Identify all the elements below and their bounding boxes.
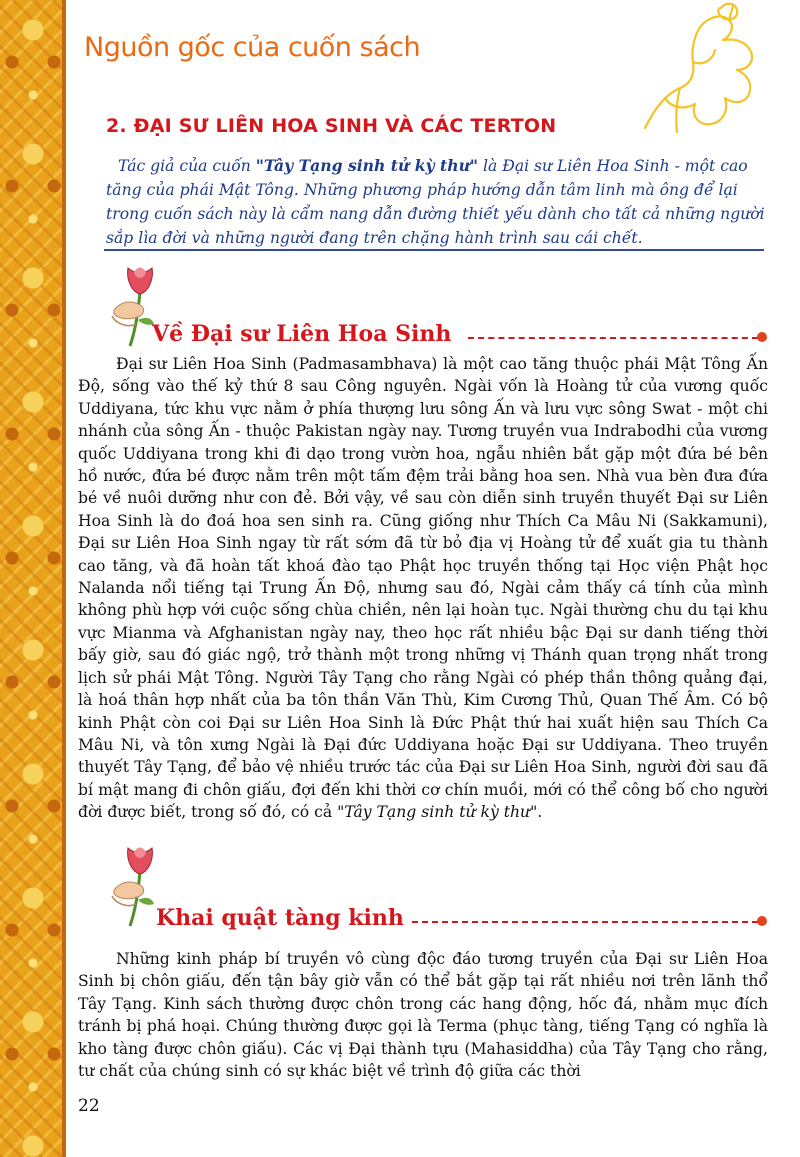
intro-book-title: "Tây Tạng sinh tử kỳ thư" xyxy=(255,156,479,175)
ornamental-border xyxy=(0,0,66,1157)
subsection-title-1: Về Đại sư Liên Hoa Sinh xyxy=(152,321,452,347)
page-number: 22 xyxy=(78,1096,100,1116)
subsection-title-2: Khai quật tàng kinh xyxy=(156,905,404,931)
subsection-body-2: Những kinh pháp bí truyền vô cùng độc đáo tương truyền của Đại sư Liên Hoa Sinh bị chôn giấu, đến tận bây giờ vẫn có thể bắt gặp tại rất nhiều nơi trên lãnh thổ Tây Tạng. Kinh sách thường được chôn trong các hang động, hốc đá, nhằm mục đích tránh bị phá hoại. Chúng thường được gọi là Terma (phục tàng, tiếng Tạng có nghĩa là kho tàng được chôn giấu). Các vị Đại thành tựu (Mahasiddha) của Tây Tạng cho rằng, tư chất của chúng sinh có sự khác biệt về trình độ giữa các thời xyxy=(78,950,768,1081)
dashed-rule-1 xyxy=(468,337,758,339)
intro-prefix: Tác giả của cuốn xyxy=(118,157,256,175)
dashed-rule-2 xyxy=(412,921,758,923)
intro-rest: là Đại sư Liên Hoa Sinh - một cao tăng của phái Mật Tông. Những phương pháp hướng dẫn tâm linh mà ông để lại trong cuốn sách này là cẩm nang dẫn đường thiết yếu dành cho tất cả những người sắp lìa đời và những người đang trên chặng hành trình sau cái chết. xyxy=(106,157,765,247)
dashed-rule-dot-2 xyxy=(757,916,767,926)
dashed-rule-dot-1 xyxy=(757,332,767,342)
body-1-main: Đại sư Liên Hoa Sinh (Padmasambhava) là một cao tăng thuộc phái Mật Tông Ấn Độ, sống vào thế kỷ thứ 8 sau Công nguyên. Ngài vốn là Hoàng tử của vương quốc Uddiyana, tức khu vực nằm ở phía thượng lưu sông Ấn và lưu vực sông Swat - một chi nhánh của sông Ấn - thuộc Pakistan ngày nay. Tương truyền vua Indrabodhi của vương quốc Uddiyana trong khi đi dạo trong vườn hoa, ngẫu nhiên bắt gặp một đứa bé bên hồ nước, đứa bé được nằm trên một tấm đệm trải bằng hoa sen. Nhà vua bèn đưa đứa bé về nuôi dưỡng như con đẻ. Bởi vậy, về sau còn diễn sinh truyền thuyết Đại sư Liên Hoa Sinh là do đoá hoa sen sinh ra. Cũng giống như Thích Ca Mâu Ni (Sakkamuni), Đại sư Liên Hoa Sinh ngay từ rất sớm đã từ bỏ địa vị Hoàng tử để xuất gia tu thành cao tăng, và đã hoàn tất khoá đào tạo Phật học truyền thống tại Học viện Phật học Nalanda nổi tiếng tại Trung Ấn Độ, nhưng sau đó, Ngài cảm thấy cá tính của mình không phù hợp với cuộc sống chùa chiền, nên lại hoàn tục. Ngài thường chu du tại khu vực Mianma và Afghanistan ngày nay, theo học rất nhiều bậc Đại sư danh tiếng thời bấy giờ, sau đó giác ngộ, trở thành một trong những vị Thánh quan trọng nhất trong lịch sử phái Mật Tông. Người Tây Tạng cho rằng Ngài có phép thần thông quảng đại, là hoá thân hợp nhất của ba tôn thần Văn Thù, Kim Cương Thủ, Quan Thế Âm. Có bộ kinh Phật còn coi Đại sư Liên Hoa Sinh là Đức Phật thứ hai xuất hiện sau Thích Ca Mâu Ni, và tôn xưng Ngài là Đại đức Uddiyana hoặc Đại sư Uddiyana. Theo truyền thuyết Tây Tạng, để bảo vệ nhiều trước tác của Đại sư Liên Hoa Sinh, người đời sau đã bí mật mang đi chôn giấu, đợi đến khi thời cơ chín muồi, mới có thể công bố cho người đời được biết, trong số đó, có cả xyxy=(78,355,768,822)
body-1-end: . xyxy=(537,803,543,822)
body-1-book-title: "Tây Tạng sinh tử kỳ thư" xyxy=(337,803,538,822)
intro-paragraph xyxy=(106,154,766,250)
section-heading: 2. ĐẠI SƯ LIÊN HOA SINH VÀ CÁC TERTON xyxy=(106,115,557,137)
intro-divider xyxy=(104,249,764,251)
subsection-body-1 xyxy=(78,353,768,824)
mudra-hand-line-art xyxy=(625,0,775,150)
page-header: Nguồn gốc của cuốn sách xyxy=(84,32,421,63)
